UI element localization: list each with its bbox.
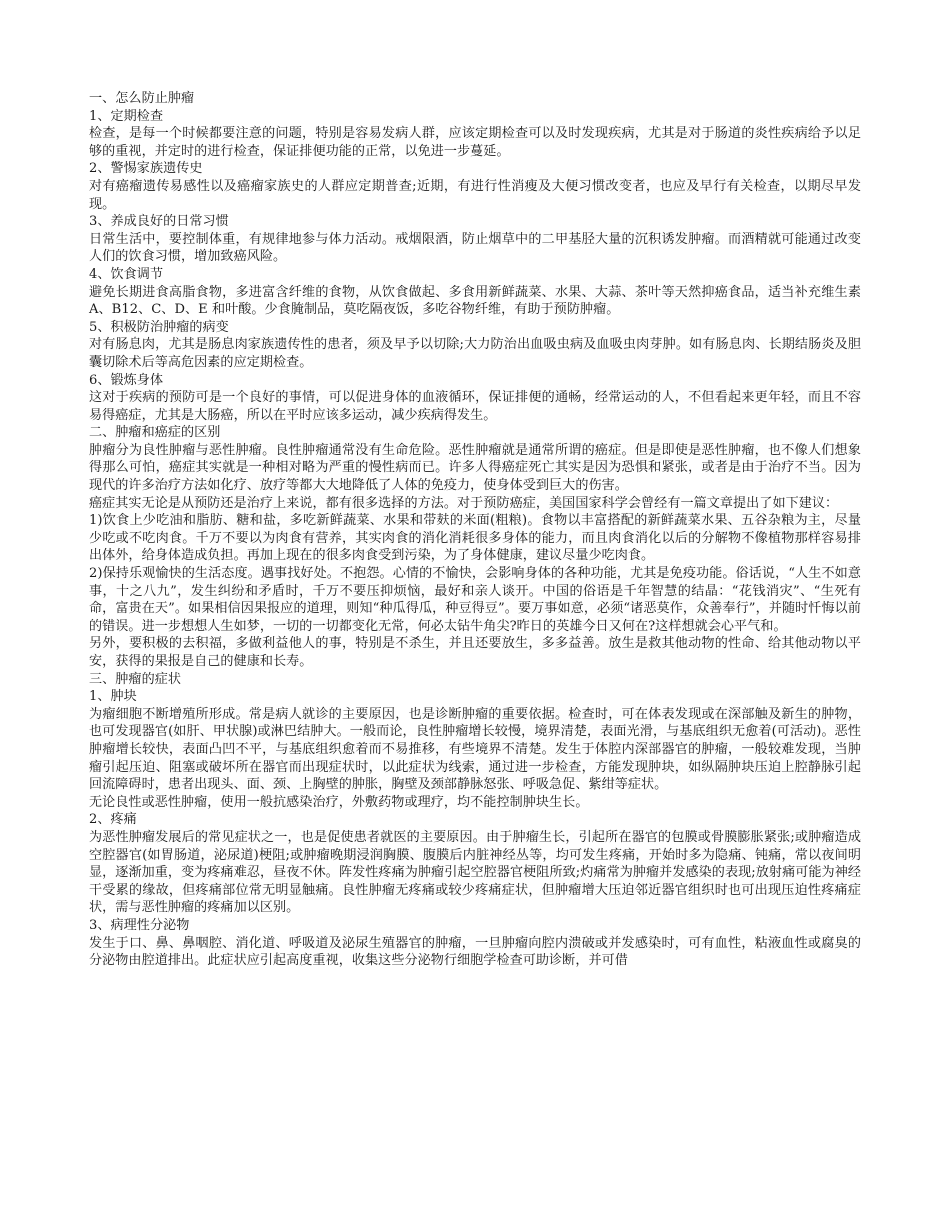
paragraph-tumor-types: 肿瘤分为良性肿瘤与恶性肿瘤。良性肿瘤通常没有生命危险。恶性肿瘤就是通常所谓的癌症。但是即使是恶性肿瘤，也不像人们想象得那么可怕，癌症其实就是一种相对略为严重的慢性病而已。许多人得癌症死亡其实是因为恐惧和紧张，或者是由于治疗不当。因为现代的许多治疗方法如化疗、放疗等都大大地降低了人体的免疫力，使身体受到巨大的伤害。 <box>89 442 861 494</box>
paragraph-suggestion-diet: 1)饮食上少吃油和脂肪、糖和盐，多吃新鲜蔬菜、水果和带麸的米面(粗粮)。食物以丰富搭配的新鲜蔬菜水果、五谷杂粮为主，尽量少吃或不吃肉食。千万不要以为肉食有营养，其实肉食的消化消耗很多身体的能力，而且肉食消化以后的分解物不像植物那样容易排出体外，给身体造成负担。再加上现在的很多肉食受到污染，为了身体健康，建议尽量少吃肉食。 <box>89 513 861 564</box>
section-heading-symptoms: 三、肿瘤的症状 <box>89 671 182 687</box>
subheading-diet: 4、饮食调节 <box>89 266 164 282</box>
paragraph-regular-checkup: 检查，是每一个时候都要注意的问题，特别是容易发病人群，应该定期检查可以及时发现疾病，尤其是对于肠道的炎性疾病给予以足够的重视，并定时的进行检查，保证排便功能的正常，以免进一步蔓延。 <box>89 126 861 159</box>
subheading-lesion-prevention: 5、积极防治肿瘤的病变 <box>89 319 229 335</box>
paragraph-lump: 为瘤细胞不断增殖所形成。常是病人就诊的主要原因，也是诊断肿瘤的重要依据。检查时，可在体表发现或在深部触及新生的肿物，也可发现器官(如肝、甲状腺)或淋巴结肿大。一般而论，良性肿瘤增长较慢，境界清楚，表面光滑，与基底组织无愈着(可活动)。恶性肿瘤增长较快，表面凸凹不平，与基底组织愈着而不易推移，有些境界不清楚。发生于体腔内深部器官的肿瘤，一般较难发现，当肿瘤引起压迫、阻塞或破坏所在器官而出现症状时，以此症状为线索，通过进一步检查，方能发现肿块，如纵隔肿块压迫上腔静脉引起回流障碍时，患者出现头、面、颈、上胸壁的肿胀，胸壁及颈部静脉怒张、呼吸急促、紫绀等症状。 <box>89 706 861 793</box>
document-body <box>89 90 861 970</box>
subheading-secretion: 3、病理性分泌物 <box>89 917 190 933</box>
paragraph-suggestion-merit: 另外，要积极的去积福，多做利益他人的事，特别是不杀生，并且还要放生，多多益善。放生是救其他动物的性命、给其他动物以平安，获得的果报是自己的健康和长寿。 <box>89 636 861 669</box>
subheading-family-history: 2、警惕家族遗传史 <box>89 161 203 177</box>
section-heading-difference: 二、肿瘤和癌症的区别 <box>89 425 221 441</box>
paragraph-suggestions-intro: 癌症其实无论是从预防还是治疗上来说，都有很多选择的方法。对于预防癌症，美国国家科学会曾经有一篇文章提出了如下建议： <box>89 495 839 511</box>
paragraph-secretion: 发生于口、鼻、鼻咽腔、消化道、呼吸道及泌尿生殖器官的肿瘤，一旦肿瘤向腔内溃破或并发感染时，可有血性，粘液血性或腐臭的分泌物由腔道排出。此症状应引起高度重视，收集这些分泌物行细胞学检查可助诊断，并可借 <box>89 935 861 969</box>
paragraph-family-history: 对有癌瘤遗传易感性以及癌瘤家族史的人群应定期普查;近期，有进行性消瘦及大便习惯改变者，也应及早行有关检查，以期尽早发现。 <box>89 178 861 212</box>
paragraph-suggestion-attitude: 2)保持乐观愉快的生活态度。遇事找好处。不抱怨。心情的不愉快，会影响身体的各种功能，尤其是免疫功能。俗话说，“人生不如意事，十之八九”，发生纠纷和矛盾时，千万不要压抑烦恼，最好和亲人谈开。中国的俗语是千年智慧的结晶：“花钱消灾”、“生死有命，富贵在天”。如果相信因果报应的道理，则知“种瓜得瓜，种豆得豆”。要万事如意，必须“诸恶莫作，众善奉行”，并随时忏悔以前的错误。进一步想想人生如梦，一切的一切都变化无常，何必太钻牛角尖?昨日的英雄今日又何在?这样想就会心平气和。 <box>89 566 861 634</box>
section-heading-prevention: 一、怎么防止肿瘤 <box>89 91 195 106</box>
paragraph-lump-treatment: 无论良性或恶性肿瘤，使用一般抗感染治疗，外敷药物或理疗，均不能控制肿块生长。 <box>89 794 589 810</box>
subheading-lump: 1、肿块 <box>89 689 137 705</box>
paragraph-daily-habits: 日常生活中，要控制体重，有规律地参与体力活动。戒烟限酒，防止烟草中的二甲基胫大量的沉积诱发肿瘤。而酒精就可能通过改变人们的饮食习惯，增加致癌风险。 <box>89 231 861 265</box>
paragraph-exercise: 这对于疾病的预防可是一个良好的事情，可以促进身体的血液循环，保证排便的通畅，经常运动的人，不但看起来更年轻，而且不容易得癌症，尤其是大肠癌，所以在平时应该多运动，减少疾病得发生。 <box>89 390 861 423</box>
subheading-exercise: 6、锻炼身体 <box>89 372 164 388</box>
subheading-daily-habits: 3、养成良好的日常习惯 <box>89 214 229 230</box>
paragraph-diet: 避免长期进食高脂食物，多进富含纤维的食物，从饮食做起、多食用新鲜蔬菜、水果、大蒜、茶叶等天然抑癌食品，适当补充维生素 A、B12、C、D、E 和叶酸。少食腌制品，莫吃隔夜饭，多吃谷物纤维，有助于预防肿瘤。 <box>89 284 861 318</box>
subheading-pain: 2、疼痛 <box>89 812 137 828</box>
paragraph-pain: 为恶性肿瘤发展后的常见症状之一，也是促使患者就医的主要原因。由于肿瘤生长，引起所在器官的包膜或骨膜膨胀紧张;或肿瘤造成空腔器官(如胃肠道，泌尿道)梗阻;或肿瘤晚期浸润胸膜、腹膜后内脏神经丛等，均可发生疼痛，开始时多为隐痛、钝痛，常以夜间明显，逐渐加重，变为疼痛难忍，昼夜不休。阵发性疼痛为肿瘤引起空腔器官梗阻所致;灼痛常为肿瘤并发感染的表现;放射痛可能为神经干受累的缘故，但疼痛部位常无明显触痛。良性肿瘤无疼痛或较少疼痛症状，但肿瘤增大压迫邻近器官组织时也可出现压迫性疼痛症状，需与恶性肿瘤的疼痛加以区别。 <box>89 829 861 916</box>
subheading-regular-checkup: 1、定期检查 <box>89 108 164 124</box>
paragraph-lesion-prevention: 对有肠息肉，尤其是肠息肉家族遗传性的患者，须及早予以切除;大力防治出血吸虫病及血吸虫肉芽肿。如有肠息肉、长期结肠炎及胆囊切除术后等高危因素的应定期检查。 <box>89 337 861 370</box>
